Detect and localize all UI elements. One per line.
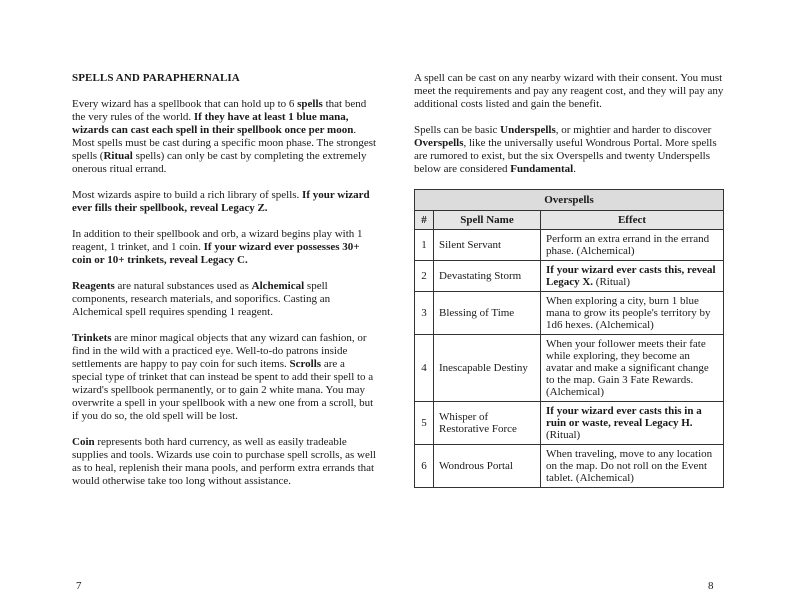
table-row	[415, 292, 724, 335]
spell-name: Blessing of Time	[434, 292, 541, 335]
right-page-column	[414, 72, 724, 488]
paragraph-spell-types	[414, 124, 724, 176]
spell-name: Silent Servant	[434, 230, 541, 261]
spell-name: Devastating Storm	[434, 261, 541, 292]
bold-text-run: If your wizard ever fills their spellbook, reveal Legacy Z.	[72, 189, 370, 214]
text-run: Perform an extra errand in the errand phase. (Alchemical)	[546, 233, 710, 257]
text-run: represents both hard currency, as well as easily tradeable supplies and tools. Wizards use coin to purchase spell scrolls, as well as to heal, replenish their mana pools, and perform extra errands that would otherwise take too long without assistance.	[72, 436, 376, 487]
text-run: . Most spells must be cast during a specific moon phase. The strongest spells (	[72, 124, 377, 162]
section-heading: SPELLS AND PARAPHERNALIA	[72, 72, 240, 84]
bold-text-run: Overspells	[414, 137, 464, 149]
spell-number: 1	[415, 230, 434, 261]
bold-text-run: If your wizard ever possesses 30+ coin or 10+ trinkets, reveal Legacy C.	[72, 241, 360, 266]
spell-effect	[541, 230, 724, 261]
bold-text-run: Trinkets	[72, 332, 112, 344]
spell-number: 6	[415, 445, 434, 488]
table-row	[415, 335, 724, 402]
bold-text-run: If your wizard ever casts this in a ruin or waste, reveal Legacy H.	[546, 405, 702, 429]
bold-text-run: Underspells	[500, 124, 556, 136]
header-spell-name: Spell Name	[434, 211, 541, 230]
spell-number: 2	[415, 261, 434, 292]
header-number: #	[415, 211, 434, 230]
text-run: are natural substances used as	[114, 280, 252, 292]
spell-effect	[541, 292, 724, 335]
text-run: (Ritual)	[593, 276, 631, 288]
text-run: When exploring a city, burn 1 blue mana to grow its people's territory by 1d6 hexes. (Alchemical)	[546, 295, 711, 331]
text-run: spells) can only be cast by completing the extremely onerous ritual errand.	[72, 150, 367, 175]
table-row	[415, 402, 724, 445]
paragraph-spellbook	[72, 98, 378, 176]
bold-text-run: If your wizard ever casts this, reveal Legacy X.	[546, 264, 716, 288]
table-row	[415, 445, 724, 488]
text-run: When your follower meets their fate while exploring, they become an avatar and make a significant change to the map. Gain 3 Fate Rewards. (Alchemical)	[546, 338, 709, 398]
left-page-column	[72, 72, 378, 501]
table-row	[415, 230, 724, 261]
text-run: .	[573, 163, 576, 175]
text-run: Most wizards aspire to build a rich library of spells.	[72, 189, 303, 201]
text-run: , like the universally useful Wondrous Portal. More spells are rumored to exist, but the six Overspells and twenty Underspells below are considered	[414, 137, 717, 175]
spell-name: Whisper of Restorative Force	[434, 402, 541, 445]
page-number-right: 8	[708, 580, 714, 592]
text-run: When traveling, move to any location on the map. Do not roll on the Event tablet. (Alchemical)	[546, 448, 713, 484]
bold-text-run: Ritual	[103, 150, 133, 162]
table-header-row	[415, 211, 724, 230]
bold-text-run: spells	[297, 98, 323, 110]
spell-effect	[541, 402, 724, 445]
text-run: Every wizard has a spellbook that can hold up to 6	[72, 98, 298, 110]
bold-text-run: Reagents	[72, 280, 115, 292]
bold-text-run: Fundamental	[510, 163, 574, 175]
paragraph-starting-items	[72, 228, 378, 267]
spell-number: 3	[415, 292, 434, 335]
text-run: are minor magical objects that any wizard can fashion, or find in the wild with a practiced eye. Well-to-do patrons inside settlements are happy to pay coin for such items.	[72, 332, 367, 370]
text-run: are a special type of trinket that can instead be spent to add their spell to a wizard's spellbook permanently, or to gain 2 white mana. You may overwrite a spell in your spellbook with a new one from a scroll, but if you do so, the old spell will be lost.	[72, 358, 374, 422]
bold-text-run: Alchemical	[251, 280, 305, 292]
overspells-table	[414, 189, 724, 488]
spell-number: 4	[415, 335, 434, 402]
text-run: that bend the very rules of the world.	[72, 98, 367, 123]
text-run: (Ritual)	[546, 429, 581, 441]
paragraph-coin	[72, 436, 378, 488]
bold-text-run: If they have at least 1 blue mana, wizards can cast each spell in their spellbook once per moon	[72, 111, 354, 136]
spell-effect	[541, 335, 724, 402]
paragraph-casting-consent	[414, 72, 724, 111]
spell-name: Wondrous Portal	[434, 445, 541, 488]
spell-effect	[541, 261, 724, 292]
page-number-left: 7	[76, 580, 82, 592]
text-run: In addition to their spellbook and orb, a wizard begins play with 1 reagent, 1 trinket, and 1 coin.	[72, 228, 363, 253]
bold-text-run: Coin	[72, 436, 95, 448]
text-run: , or mightier and harder to discover	[555, 124, 712, 136]
text-run: A spell can be cast on any nearby wizard with their consent. You must meet the requirements and pay any reagent cost, and they will pay any additional costs listed and gain the benefit.	[414, 72, 724, 110]
table-caption: Overspells	[415, 190, 724, 211]
bold-text-run: Scrolls	[289, 358, 322, 370]
text-run: spell components, research materials, and soporifics. Casting an Alchemical spell requires spending 1 reagent.	[72, 280, 331, 318]
spell-number: 5	[415, 402, 434, 445]
paragraph-reagents	[72, 280, 378, 319]
table-row	[415, 261, 724, 292]
text-run: Spells can be basic	[414, 124, 501, 136]
header-effect: Effect	[541, 211, 724, 230]
spell-effect	[541, 445, 724, 488]
paragraph-library	[72, 189, 378, 215]
paragraph-trinkets	[72, 332, 378, 423]
spell-name: Inescapable Destiny	[434, 335, 541, 402]
